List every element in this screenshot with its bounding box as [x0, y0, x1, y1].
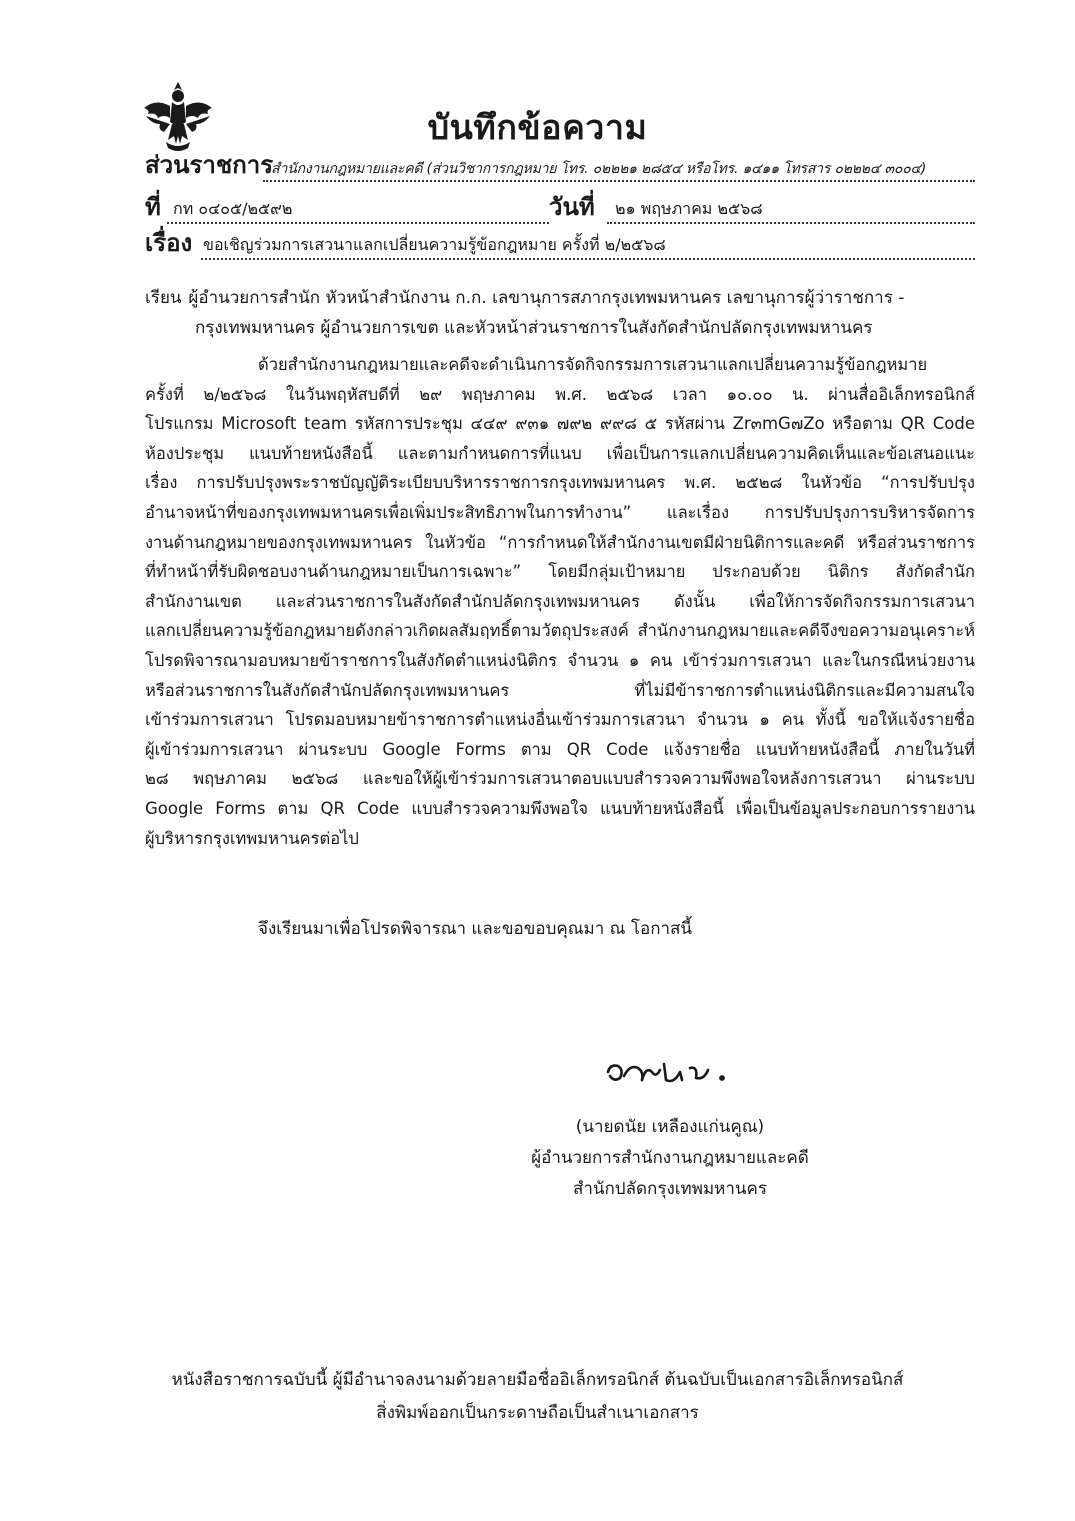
ref-value: กท ๐๔๐๕/๒๕๙๒	[173, 199, 293, 218]
date-dotline	[607, 222, 975, 224]
agency-row	[145, 148, 975, 184]
subject-dotline	[201, 258, 975, 260]
body-line: โปรดพิจารณามอบหมายข้าราชการในสังกัดตำแหน่งนิติกร จำนวน ๑ คน เข้าร่วมการเสวนา และในกรณีหน่วยงาน	[145, 650, 975, 670]
body-line: ผู้บริหารกรุงเทพมหานครต่อไป	[145, 828, 359, 848]
salutation	[145, 284, 975, 343]
signature-block	[520, 1112, 820, 1205]
body-line: เรื่อง การปรับปรุงพระราชบัญญัติระเบียบบริหารราชการกรุงเทพมหานคร พ.ศ. ๒๕๒๘ ในหัวข้อ “การปรับปรุง	[145, 473, 975, 493]
body-line: ผู้เข้าร่วมการเสวนา ผ่านระบบ Google Forms ตาม QR Code แจ้งรายชื่อ แนบท้ายหนังสือนี้ ภายในวันที่	[145, 739, 975, 759]
ref-dotline	[167, 222, 549, 224]
body-line: ด้วยสำนักงานกฎหมายและคดีจะดำเนินการจัดกิจกรรมการเสวนาแลกเปลี่ยนความรู้ข้อกฎหมาย	[258, 355, 928, 374]
ref-date-row	[145, 190, 975, 226]
subject-value: ขอเชิญร่วมการเสวนาแลกเปลี่ยนความรู้ข้อกฎหมาย ครั้งที่ ๒/๒๕๖๘	[203, 235, 666, 254]
body-line: ครั้งที่ ๒/๒๕๖๘ ในวันพฤหัสบดีที่ ๒๙ พฤษภาคม พ.ศ. ๒๕๖๘ เวลา ๑๐.๐๐ น. ผ่านสื่ออิเล็กทรอนิกส์	[145, 384, 975, 404]
salutation-line-1: ผู้อำนวยการสำนัก หัวหน้าสำนักงาน ก.ก. เลขานุการสภากรุงเทพมหานคร เลขานุการผู้ว่าราชการ -	[188, 288, 905, 308]
body-line: Google Forms ตาม QR Code แบบสำรวจความพึงพอใจ แนบท้ายหนังสือนี้ เพื่อเป็นข้อมูลประกอบการรายงาน	[145, 798, 975, 818]
body-line: แลกเปลี่ยนความรู้ข้อกฎหมายดังกล่าวเกิดผลสัมฤทธิ์ตามวัตถุประสงค์ สำนักงานกฎหมายและคดีจึงขอความอนุเคราะห์	[145, 621, 975, 641]
ref-label: ที่	[145, 193, 161, 221]
subject-label: เรื่อง	[145, 229, 193, 257]
agency-dotline	[263, 180, 975, 182]
signatory-office: สำนักปลัดกรุงเทพมหานคร	[572, 1179, 768, 1199]
signatory-name: (นายดนัย เหลืองแก่นคูณ)	[575, 1117, 765, 1137]
salutation-line-2: กรุงเทพมหานคร ผู้อำนวยการเขต และหัวหน้าส่วนราชการในสังกัดสำนักปลัดกรุงเทพมหานคร	[195, 317, 873, 338]
body-paragraph	[145, 350, 975, 853]
body-line: ที่ทำหน้าที่รับผิดชอบงานด้านกฎหมายเป็นการเฉพาะ” โดยมีกลุ่มเป้าหมาย ประกอบด้วย นิติกร สังกัดสำนัก	[145, 562, 975, 582]
agency-label: ส่วนราชการ	[145, 151, 274, 179]
salutation-label: เรียน	[145, 288, 182, 308]
handwritten-signature	[600, 1050, 740, 1090]
body-line: งานด้านกฎหมายของกรุงเทพมหานคร ในหัวข้อ “การกำหนดให้สำนักงานเขตมีฝ่ายนิติการและคดี หรือส่วนราชการ	[145, 532, 975, 552]
body-line: อำนาจหน้าที่ของกรุงเทพมหานครเพื่อเพิ่มประสิทธิภาพในการทำงาน” และเรื่อง การปรับปรุงการบริหารจัดการ	[145, 502, 975, 522]
body-line: เข้าร่วมการเสวนา โปรดมอบหมายข้าราชการตำแหน่งอื่นเข้าร่วมการเสวนา จำนวน ๑ คน ทั้งนี้ ขอให้แจ้งรายชื่อ	[145, 710, 975, 730]
body-line: สำนักงานเขต และส่วนราชการในสังกัดสำนักปลัดกรุงเทพมหานคร ดังนั้น เพื่อให้การจัดกิจกรรมการเสวนา	[145, 591, 975, 611]
footer-line-1: หนังสือราชการฉบับนี้ ผู้มีอำนาจลงนามด้วยลายมือชื่ออิเล็กทรอนิกส์ ต้นฉบับเป็นเอกสารอิเล็กทรอนิกส์	[171, 1370, 904, 1390]
footer-line-2: สิ่งพิมพ์ออกเป็นกระดาษถือเป็นสำเนาเอกสาร	[376, 1403, 699, 1423]
body-line: หรือส่วนราชการในสังกัดสำนักปลัดกรุงเทพมหานคร ที่ไม่มีข้าราชการตำแหน่งนิติกรและมีความสนใจ	[145, 680, 975, 700]
subject-row	[145, 226, 975, 262]
date-label: วันที่	[549, 193, 595, 221]
closing-line: จึงเรียนมาเพื่อโปรดพิจารณา และขอขอบคุณมา ณ โอกาสนี้	[258, 919, 693, 939]
footer-note	[0, 1364, 1075, 1430]
body-line: ๒๘ พฤษภาคม ๒๕๖๘ และขอให้ผู้เข้าร่วมการเสวนาตอบแบบสำรวจความพึงพอใจหลังการเสวนา ผ่านระบบ	[145, 769, 975, 789]
signatory-position: ผู้อำนวยการสำนักงานกฎหมายและคดี	[531, 1148, 809, 1168]
body-line: ห้องประชุม แนบท้ายหนังสือนี้ และตามกำหนดการที่แนบ เพื่อเป็นการแลกเปลี่ยนความคิดเห็นและข้อเสนอแนะ	[145, 443, 975, 463]
memo-title: บันทึกข้อความ	[427, 108, 648, 148]
body-line: โปรแกรม Microsoft team รหัสการประชุม ๔๔๙ ๙๓๑ ๗๙๒ ๙๙๘ ๕ รหัสผ่าน Zr๓mG๗Zo หรือตาม QR Code	[145, 414, 975, 434]
date-value: ๒๑ พฤษภาคม ๒๕๖๘	[615, 199, 763, 218]
agency-value: สำนักงานกฎหมายและคดี (ส่วนวิชาการกฎหมาย โทร. ๐๒๒๒๑ ๒๘๕๔ หรือโทร. ๑๔๑๑ โทรสาร ๐๒๒๒๔ ๓๐๐๔)	[271, 161, 927, 177]
